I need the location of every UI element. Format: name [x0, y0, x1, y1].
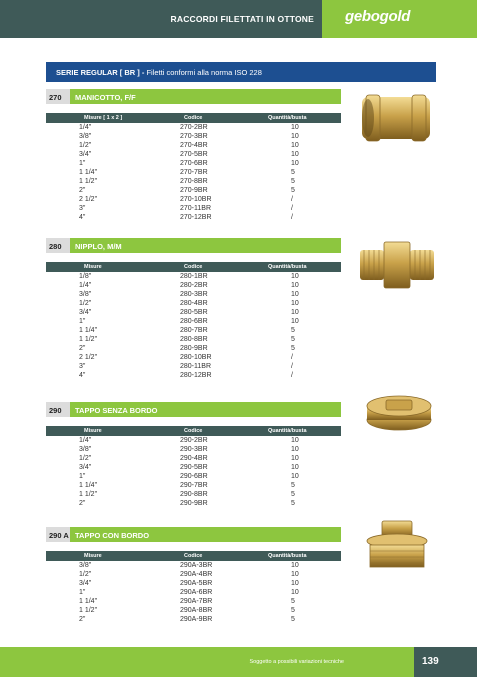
cell-quantity: / — [291, 363, 293, 370]
table-row — [46, 463, 341, 472]
section-header — [46, 238, 341, 253]
table-row — [46, 615, 341, 624]
cell-size: 4" — [79, 372, 86, 379]
cell-code: 280-3BR — [180, 291, 208, 298]
cell-size: 1" — [79, 473, 86, 480]
cell-size: 3/8" — [79, 133, 92, 140]
cell-code: 280-8BR — [180, 336, 208, 343]
table-row — [46, 132, 341, 141]
product-table — [46, 113, 341, 222]
plug-flat-fitting-icon — [362, 392, 436, 432]
cell-size: 1/4" — [79, 282, 92, 289]
cell-size: 3/4" — [79, 309, 92, 316]
cell-size: 4" — [79, 214, 86, 221]
cell-code: 280-6BR — [180, 318, 208, 325]
table-row — [46, 168, 341, 177]
cell-size: 2" — [79, 616, 86, 623]
cell-quantity: 10 — [291, 124, 299, 131]
cell-code: 270-3BR — [180, 133, 208, 140]
table-row — [46, 299, 341, 308]
cell-size: 1 1/4" — [79, 327, 98, 334]
cell-code: 290A-6BR — [180, 589, 213, 596]
table-row — [46, 308, 341, 317]
table-row — [46, 481, 341, 490]
cell-code: 280-12BR — [180, 372, 212, 379]
cell-quantity: 10 — [291, 142, 299, 149]
cell-code: 290-6BR — [180, 473, 208, 480]
header-green-band — [322, 0, 477, 38]
page-footer — [0, 647, 477, 677]
cell-quantity: 5 — [291, 178, 295, 185]
cell-quantity: 5 — [291, 327, 295, 334]
plug-square-fitting-icon — [360, 517, 434, 573]
cell-code: 270-11BR — [180, 205, 212, 212]
cell-size: 2 1/2" — [79, 196, 98, 203]
cell-size: 3/4" — [79, 151, 92, 158]
cell-quantity: 10 — [291, 318, 299, 325]
cell-code: 280-11BR — [180, 363, 212, 370]
section-header — [46, 527, 341, 542]
cell-quantity: 5 — [291, 598, 295, 605]
column-header-code: Codice — [184, 115, 203, 121]
section-number: 290 A — [46, 527, 70, 542]
brand-logo: gebogold — [345, 8, 411, 25]
table-row — [46, 204, 341, 213]
cell-code: 280-5BR — [180, 309, 208, 316]
cell-quantity: 5 — [291, 616, 295, 623]
footer-green-band — [0, 647, 414, 677]
table-row — [46, 335, 341, 344]
table-row — [46, 606, 341, 615]
table-row — [46, 141, 341, 150]
cell-size: 1/4" — [79, 124, 92, 131]
cell-code: 280-1BR — [180, 273, 208, 280]
product-table — [46, 426, 341, 508]
cell-size: 1/2" — [79, 455, 92, 462]
cell-code: 270-6BR — [180, 160, 208, 167]
cell-code: 290-5BR — [180, 464, 208, 471]
cell-quantity: 10 — [291, 273, 299, 280]
table-row — [46, 597, 341, 606]
column-header-code: Codice — [184, 264, 203, 270]
cell-code: 290A-9BR — [180, 616, 213, 623]
product-table — [46, 551, 341, 624]
table-row — [46, 570, 341, 579]
table-header — [46, 426, 341, 436]
section-title: TAPPO CON BORDO — [70, 527, 341, 542]
table-header — [46, 113, 341, 123]
table-row — [46, 150, 341, 159]
cell-size: 1 1/4" — [79, 482, 98, 489]
cell-quantity: 5 — [291, 187, 295, 194]
column-header-size: Misure — [84, 428, 102, 434]
cell-size: 1/4" — [79, 437, 92, 444]
column-header-size: Misure [ 1 x 2 ] — [84, 115, 123, 121]
table-row — [46, 195, 341, 204]
table-row — [46, 353, 341, 362]
cell-quantity: 5 — [291, 336, 295, 343]
section-header — [46, 402, 341, 417]
column-header-size: Misure — [84, 553, 102, 559]
cell-size: 3/4" — [79, 464, 92, 471]
cell-size: 2" — [79, 187, 86, 194]
cell-size: 1 1/2" — [79, 491, 98, 498]
section-number: 280 — [46, 238, 70, 253]
cell-code: 290-8BR — [180, 491, 208, 498]
table-row — [46, 186, 341, 195]
cell-quantity: 10 — [291, 437, 299, 444]
cell-quantity: 10 — [291, 309, 299, 316]
cell-code: 290A-3BR — [180, 562, 213, 569]
cell-code: 270-7BR — [180, 169, 208, 176]
cell-quantity: 10 — [291, 464, 299, 471]
series-label: SERIE REGULAR [ BR ] - — [56, 68, 145, 77]
cell-quantity: 5 — [291, 500, 295, 507]
column-header-quantity: Quantità/busta — [268, 264, 307, 270]
section-title: MANICOTTO, F/F — [70, 89, 341, 104]
table-row — [46, 326, 341, 335]
cell-quantity: 5 — [291, 491, 295, 498]
footer-note: Soggetto a possibili variazioni tecniche — [249, 659, 344, 665]
cell-size: 3/8" — [79, 446, 92, 453]
cell-quantity: 5 — [291, 607, 295, 614]
cell-size: 1/8" — [79, 273, 92, 280]
table-row — [46, 436, 341, 445]
cell-size: 1/2" — [79, 300, 92, 307]
table-row — [46, 472, 341, 481]
cell-quantity: 10 — [291, 455, 299, 462]
cell-code: 270-8BR — [180, 178, 208, 185]
table-row — [46, 177, 341, 186]
column-header-quantity: Quantità/busta — [268, 428, 307, 434]
cell-code: 290A-4BR — [180, 571, 213, 578]
cell-code: 270-2BR — [180, 124, 208, 131]
cell-quantity: / — [291, 372, 293, 379]
cell-quantity: 10 — [291, 151, 299, 158]
table-row — [46, 588, 341, 597]
table-row — [46, 362, 341, 371]
cell-size: 1/2" — [79, 571, 92, 578]
cell-size: 1" — [79, 160, 86, 167]
cell-quantity: / — [291, 196, 293, 203]
cell-code: 290-7BR — [180, 482, 208, 489]
cell-quantity: / — [291, 205, 293, 212]
cell-code: 270-5BR — [180, 151, 208, 158]
cell-size: 2 1/2" — [79, 354, 98, 361]
table-row — [46, 317, 341, 326]
section-title: TAPPO SENZA BORDO — [70, 402, 341, 417]
cell-code: 290-9BR — [180, 500, 208, 507]
cell-size: 1" — [79, 589, 86, 596]
cell-code: 280-9BR — [180, 345, 208, 352]
cell-quantity: 10 — [291, 473, 299, 480]
cell-size: 1 1/4" — [79, 598, 98, 605]
table-row — [46, 290, 341, 299]
page-number: 139 — [422, 656, 439, 667]
cell-code: 290A-5BR — [180, 580, 213, 587]
cell-quantity: 10 — [291, 300, 299, 307]
cell-code: 270-4BR — [180, 142, 208, 149]
section-title: NIPPLO, M/M — [70, 238, 341, 253]
cell-quantity: 5 — [291, 169, 295, 176]
section-number: 270 — [46, 89, 70, 104]
cell-code: 270-10BR — [180, 196, 212, 203]
table-row — [46, 344, 341, 353]
section-header — [46, 89, 341, 104]
cell-size: 1" — [79, 318, 86, 325]
cell-code: 290-2BR — [180, 437, 208, 444]
column-header-code: Codice — [184, 553, 203, 559]
table-row — [46, 454, 341, 463]
nipple-fitting-icon — [358, 238, 436, 292]
cell-quantity: 10 — [291, 571, 299, 578]
cell-quantity: 10 — [291, 133, 299, 140]
series-description: Filetti conformi alla norma ISO 228 — [146, 68, 262, 77]
cell-quantity: 10 — [291, 562, 299, 569]
cell-size: 1 1/2" — [79, 336, 98, 343]
cell-size: 1 1/2" — [79, 607, 98, 614]
cell-quantity: 10 — [291, 282, 299, 289]
cell-quantity: 10 — [291, 291, 299, 298]
table-row — [46, 123, 341, 132]
cell-size: 1 1/4" — [79, 169, 98, 176]
cell-size: 2" — [79, 500, 86, 507]
column-header-size: Misure — [84, 264, 102, 270]
table-header — [46, 551, 341, 561]
cell-quantity: / — [291, 354, 293, 361]
table-row — [46, 490, 341, 499]
table-row — [46, 272, 341, 281]
cell-quantity: 5 — [291, 482, 295, 489]
cell-code: 270-12BR — [180, 214, 212, 221]
column-header-code: Codice — [184, 428, 203, 434]
table-row — [46, 213, 341, 222]
product-table — [46, 262, 341, 380]
cell-quantity: 10 — [291, 580, 299, 587]
cell-size: 1 1/2" — [79, 178, 98, 185]
section-number: 290 — [46, 402, 70, 417]
cell-size: 3" — [79, 363, 86, 370]
table-row — [46, 445, 341, 454]
table-header — [46, 262, 341, 272]
table-row — [46, 579, 341, 588]
table-row — [46, 159, 341, 168]
table-row — [46, 499, 341, 508]
table-row — [46, 281, 341, 290]
cell-quantity: 10 — [291, 446, 299, 453]
cell-quantity: 10 — [291, 589, 299, 596]
cell-code: 280-10BR — [180, 354, 212, 361]
coupling-fitting-icon — [356, 87, 436, 149]
cell-quantity: / — [291, 214, 293, 221]
cell-size: 2" — [79, 345, 86, 352]
header-dark-band — [0, 0, 322, 38]
cell-code: 280-2BR — [180, 282, 208, 289]
cell-size: 3/8" — [79, 562, 92, 569]
series-banner — [46, 62, 436, 82]
cell-code: 270-9BR — [180, 187, 208, 194]
cell-code: 290-3BR — [180, 446, 208, 453]
column-header-quantity: Quantità/busta — [268, 115, 307, 121]
cell-code: 290A-7BR — [180, 598, 213, 605]
table-row — [46, 371, 341, 380]
cell-size: 3" — [79, 205, 86, 212]
cell-size: 3/4" — [79, 580, 92, 587]
cell-size: 3/8" — [79, 291, 92, 298]
cell-code: 290-4BR — [180, 455, 208, 462]
table-row — [46, 561, 341, 570]
page-title: RACCORDI FILETTATI IN OTTONE — [170, 14, 314, 24]
cell-code: 290A-8BR — [180, 607, 213, 614]
page-header — [0, 0, 477, 38]
cell-code: 280-4BR — [180, 300, 208, 307]
column-header-quantity: Quantità/busta — [268, 553, 307, 559]
cell-quantity: 10 — [291, 160, 299, 167]
cell-quantity: 5 — [291, 345, 295, 352]
cell-code: 280-7BR — [180, 327, 208, 334]
cell-size: 1/2" — [79, 142, 92, 149]
